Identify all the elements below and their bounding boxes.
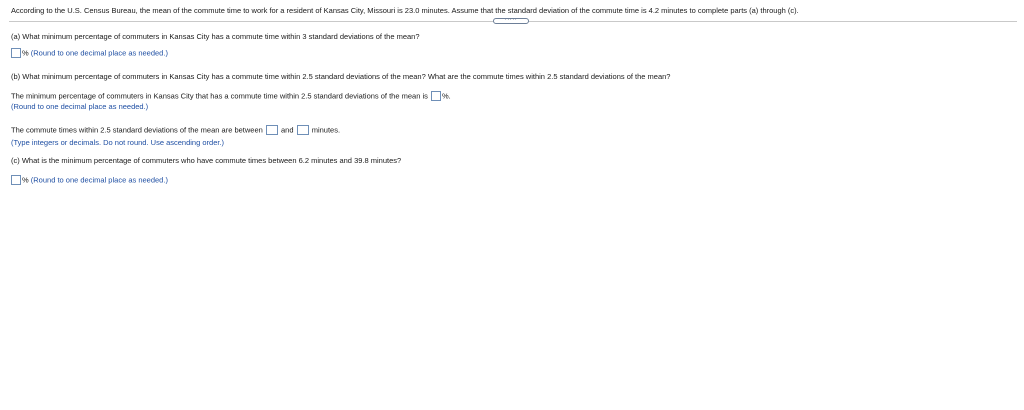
part-b-question: (b) What minimum percentage of commuters in Kansas City has a commute time within 2.5 standard deviations of the mean? What are the commute times within 2.5 standard deviations of the mean? [11,72,671,81]
part-b-percent-suffix: %. [441,91,451,101]
part-c-answer-row [10,175,168,185]
part-b-lower-bound-input[interactable] [266,125,278,135]
part-c-answer-input[interactable] [11,175,21,185]
part-b-percentage-input[interactable] [431,91,441,101]
part-b-statement-1-text: The minimum percentage of commuters in Kansas City that has a commute time within 2.5 standard deviations of the mean is [11,91,428,101]
part-a-unit: % [22,48,29,58]
part-a-answer-row [10,48,168,58]
part-a-question: (a) What minimum percentage of commuters in Kansas City has a commute time within 3 standard deviations of the mean? [11,32,420,41]
part-b-and-text: and [281,125,294,135]
part-b-statement-2-text: The commute times within 2.5 standard deviations of the mean are between [11,125,263,135]
part-b-upper-bound-input[interactable] [297,125,309,135]
part-a-answer-input[interactable] [11,48,21,58]
expand-button[interactable]: ····· [493,18,529,24]
part-c-hint: (Round to one decimal place as needed.) [30,175,168,185]
part-b-hint-2: (Type integers or decimals. Do not round. Use ascending order.) [11,138,225,147]
part-c-unit: % [22,175,29,185]
part-b-minutes-text: minutes. [311,125,341,135]
part-b-hint-1: (Round to one decimal place as needed.) [11,102,149,111]
problem-statement: According to the U.S. Census Bureau, the mean of the commute time to work for a resident of Kansas City, Missouri is 23.0 minutes. Assume that the standard deviation of the commute time is 4.2 minutes to complete parts (a) through (c). [11,6,799,15]
part-b-statement-2 [11,125,340,135]
part-c-question: (c) What is the minimum percentage of commuters who have commute times between 6.2 minutes and 39.8 minutes? [11,156,402,165]
part-b-statement-1 [11,91,451,101]
part-a-hint: (Round to one decimal place as needed.) [30,48,168,58]
